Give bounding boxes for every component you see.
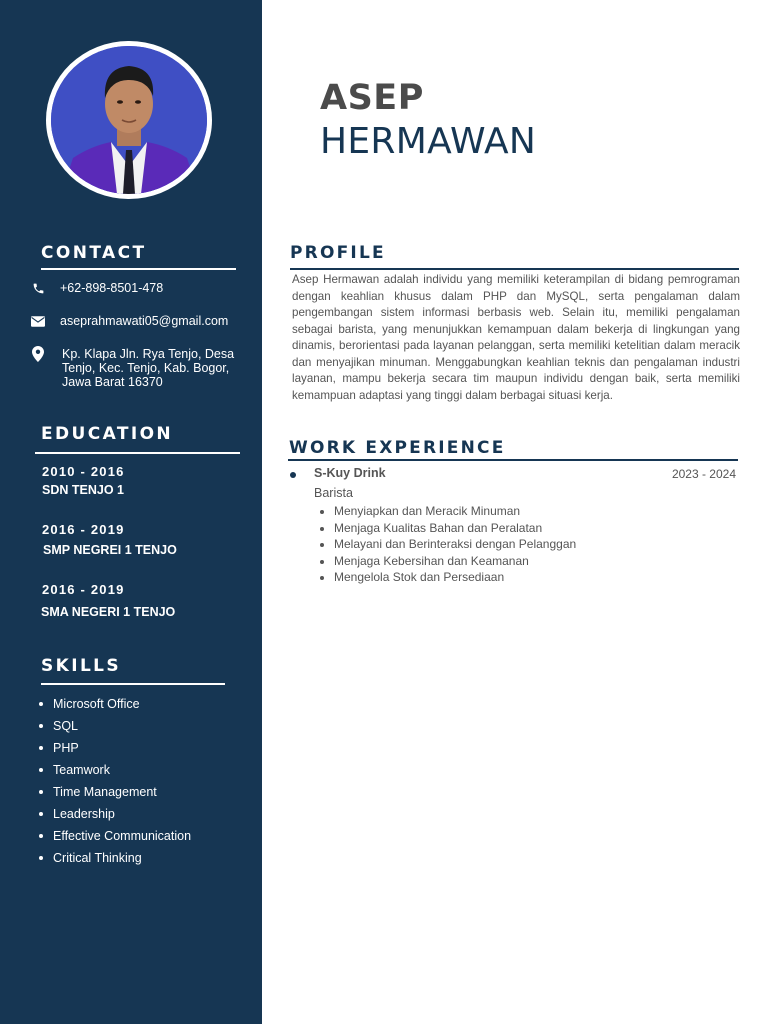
profile-divider — [290, 268, 739, 270]
last-name: HERMAWAN — [320, 121, 537, 162]
job-task: Menjaga Kebersihan dan Keamanan — [318, 553, 576, 570]
skill-item: Teamwork — [36, 762, 191, 784]
education-years: 2010 - 2016 — [42, 464, 125, 479]
contact-email — [30, 314, 250, 328]
job-period: 2023 - 2024 — [671, 467, 736, 481]
profile-photo-frame — [46, 41, 212, 199]
skill-item: Microsoft Office — [36, 696, 191, 718]
education-school: SDN TENJO 1 — [42, 483, 124, 497]
job-task: Mengelola Stok dan Persediaan — [318, 569, 576, 586]
profile-photo — [51, 46, 207, 194]
job-task: Menjaga Kualitas Bahan dan Peralatan — [318, 520, 576, 537]
job-company: S-Kuy Drink — [314, 466, 386, 480]
skill-item: Critical Thinking — [36, 850, 191, 872]
skill-item: Leadership — [36, 806, 191, 828]
education-years: 2016 - 2019 — [42, 582, 125, 597]
education-heading: EDUCATION — [41, 424, 174, 444]
work-experience-divider — [288, 459, 738, 461]
education-divider — [35, 452, 240, 454]
skill-item: SQL — [36, 718, 191, 740]
job-task-list — [318, 503, 576, 586]
first-name: ASEP — [320, 78, 424, 118]
skill-item: Time Management — [36, 784, 191, 806]
job-role: Barista — [314, 486, 353, 500]
job-task: Menyiapkan dan Meracik Minuman — [318, 503, 576, 520]
profile-heading: PROFILE — [290, 243, 386, 263]
skills-heading: SKILLS — [41, 656, 122, 676]
sidebar — [0, 0, 262, 1024]
skills-divider — [41, 683, 225, 685]
email-address: aseprahmawati05@gmail.com — [60, 314, 229, 328]
skill-item: Effective Communication — [36, 828, 191, 850]
work-experience-heading: WORK EXPERIENCE — [289, 438, 506, 458]
contact-heading: CONTACT — [41, 243, 147, 263]
email-icon — [30, 314, 46, 328]
skills-list — [36, 696, 191, 872]
education-years: 2016 - 2019 — [42, 522, 125, 537]
phone-icon — [30, 281, 46, 295]
location-icon — [30, 347, 46, 361]
contact-phone — [30, 281, 250, 295]
education-school: SMA NEGERI 1 TENJO — [41, 605, 176, 619]
skill-item: PHP — [36, 740, 191, 762]
contact-address — [30, 347, 250, 389]
person-photo-illustration — [51, 46, 207, 194]
education-school: SMP NEGREI 1 TENJO — [43, 543, 177, 557]
job-task: Melayani dan Berinteraksi dengan Pelanggan — [318, 536, 576, 553]
contact-divider — [41, 268, 236, 270]
phone-number: +62-898-8501-478 — [60, 281, 164, 295]
profile-summary: Asep Hermawan adalah individu yang memiliki keterampilan di bidang pemrograman dengan keahlian khusus dalam PHP dan MySQL, serta pengalaman dalam pengembangan sistem informasi berbasis web. Selain itu, memiliki pengalaman sebagai barista, yang menunjukkan kemampuan dalam bekerja di lingkungan yang dinamis, berorientasi pada layanan pelanggan, serta memiliki ketelitian dalam meracik dan menyajikan minuman. Menggabungkan keahlian teknis dan pengalaman industri layanan, mampu bekerja secara tim maupun individu dengan baik, serta memiliki kemampuan adaptasi yang tinggi dalam berbagai situasi kerja. — [292, 273, 740, 402]
address-text: Kp. Klapa Jln. Rya Tenjo, Desa Tenjo, Kec. Tenjo, Kab. Bogor, Jawa Barat 16370 — [62, 347, 235, 389]
job-bullet — [290, 472, 296, 478]
